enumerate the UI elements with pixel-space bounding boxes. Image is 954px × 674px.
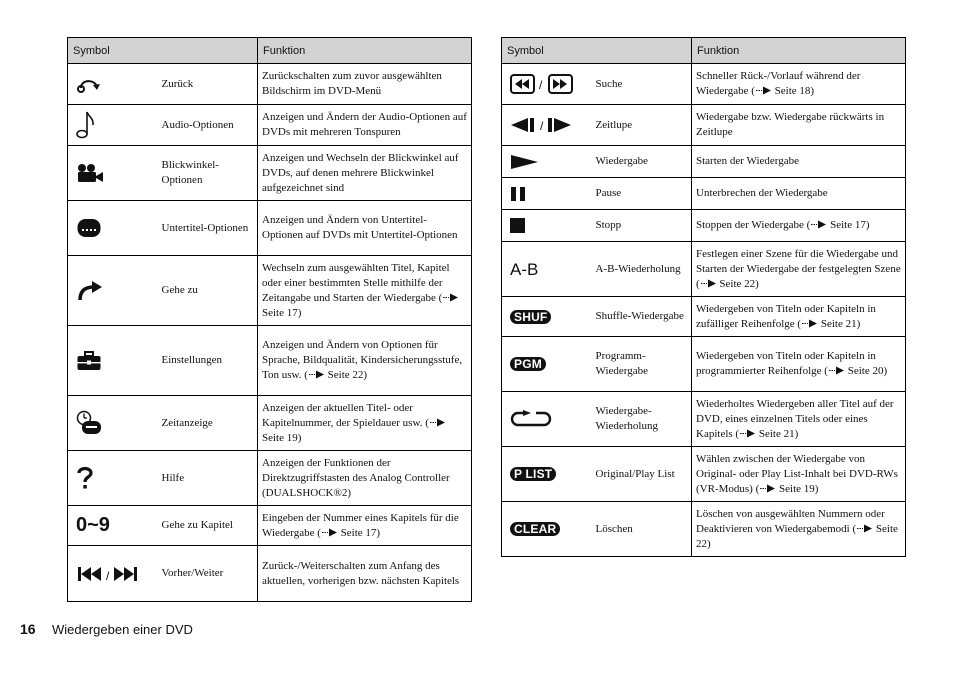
svg-text:/: / xyxy=(540,119,544,133)
table-row xyxy=(502,337,906,392)
symbol-cell xyxy=(68,64,160,105)
symbol-text: P LIST xyxy=(510,467,556,481)
return-icon xyxy=(68,74,160,94)
symbol-cell xyxy=(502,178,594,210)
page-reference: Seite 22) xyxy=(719,277,759,290)
page-reference: Seite 22) xyxy=(696,522,898,550)
symbol-cell xyxy=(502,105,594,146)
page-reference: Seite 20) xyxy=(847,365,888,377)
description-text: Zurück-/Weiterschalten zum Anfang des aktuellen, vorherigen bzw. nächsten Kapitels xyxy=(262,559,460,587)
description-text: Anzeigen der aktuellen Titel- oder Kapitelnummer, der Spieldauer usw. xyxy=(262,401,423,429)
symbol-cell xyxy=(68,326,160,396)
table-row xyxy=(502,210,906,242)
symbol-name: Löschen xyxy=(594,502,692,557)
symbol-cell xyxy=(502,337,594,392)
table-row xyxy=(68,546,472,602)
slow-motion-icon xyxy=(502,116,594,134)
table-row xyxy=(68,146,472,201)
camera-icon xyxy=(68,163,160,183)
description-text: Löschen von ausgewählten Nummern oder Deaktivieren von Wiedergabemodi xyxy=(696,507,885,535)
symbol-name: Zurück xyxy=(160,64,258,105)
zero-nine-icon xyxy=(68,514,160,536)
symbol-name: Original/Play List xyxy=(594,447,692,502)
function-description: Anzeigen der aktuellen Titel- oder Kapitelnummer, der Spieldauer usw. ( Seite 19) xyxy=(258,396,472,451)
description-text: Wiedergeben von Titeln oder Kapiteln in programmierter Reihenfolge xyxy=(696,350,876,377)
table-header xyxy=(502,38,906,64)
symbol-name: Gehe zu Kapitel xyxy=(160,506,258,546)
search-rewind-forward-icon xyxy=(502,74,594,94)
function-description: Festlegen einer Szene für die Wiedergabe und Starten der Wiedergabe der festgelegten Szene ( Seite 22) xyxy=(692,242,906,297)
symbol-name: Stopp xyxy=(594,210,692,242)
table-row xyxy=(502,502,906,557)
symbol-name: Pause xyxy=(594,178,692,210)
function-description: Wiedergeben von Titeln oder Kapiteln in zufälliger Reihenfolge ( Seite 21) xyxy=(692,297,906,337)
symbol-name: Zeitlupe xyxy=(594,105,692,146)
symbol-cell xyxy=(68,201,160,256)
page-reference-arrow-icon xyxy=(442,292,459,304)
table-row xyxy=(68,451,472,506)
function-description: Anzeigen und Ändern von Optionen für Sprache, Bildqualität, Kindersicherungsstufe, Ton usw. ( Seite 22) xyxy=(258,326,472,396)
function-description: Löschen von ausgewählten Nummern oder Deaktivieren von Wiedergabemodi ( Seite 22) xyxy=(692,502,906,557)
page-reference-arrow-icon xyxy=(755,85,772,97)
header-symbol: Symbol xyxy=(68,38,258,64)
clock-display-icon xyxy=(68,410,160,436)
table-row xyxy=(68,105,472,146)
table-row xyxy=(502,146,906,178)
function-description: Stoppen der Wiedergabe ( Seite 17) xyxy=(692,210,906,242)
symbol-name: Wiedergabe-Wiederholung xyxy=(594,392,692,447)
description-text: Anzeigen und Ändern von Untertitel-Optionen auf DVDs mit Untertitel-Optionen xyxy=(262,214,458,241)
symbol-name: Programm-Wiedergabe xyxy=(594,337,692,392)
header-function: Funktion xyxy=(258,38,472,64)
symbol-name: Untertitel-Optionen xyxy=(160,201,258,256)
page-reference-arrow-icon xyxy=(828,365,845,377)
description-text: Wiedergabe bzw. Wiedergabe rückwärts in Zeitlupe xyxy=(696,111,885,138)
clear-icon xyxy=(502,522,594,536)
function-description: Wiedergeben von Titeln oder Kapiteln in programmierter Reihenfolge ( Seite 20) xyxy=(692,337,906,392)
page-reference-arrow-icon xyxy=(856,523,873,535)
page-reference: Seite 19) xyxy=(779,482,819,495)
symbol-name: Audio-Optionen xyxy=(160,105,258,146)
page-reference: Seite 17) xyxy=(340,526,381,539)
description-text: Wiedergeben von Titeln oder Kapiteln in zufälliger Reihenfolge xyxy=(696,302,876,330)
symbol-cell xyxy=(502,146,594,178)
subtitle-icon xyxy=(68,217,160,239)
function-description xyxy=(258,105,472,146)
symbol-cell xyxy=(68,256,160,326)
pause-icon xyxy=(502,187,594,201)
description-text: Stoppen der Wiedergabe xyxy=(696,219,804,231)
svg-text:/: / xyxy=(106,568,110,583)
goto-arrow-icon xyxy=(68,280,160,302)
page-reference-arrow-icon xyxy=(321,527,338,539)
prev-next-icon xyxy=(68,565,160,583)
symbol-text: SHUF xyxy=(510,310,551,324)
program-icon xyxy=(502,357,594,371)
symbol-table-right xyxy=(501,37,906,557)
description-text: Starten der Wiedergabe xyxy=(696,155,799,167)
symbol-name: Gehe zu xyxy=(160,256,258,326)
description-text: Wählen zwischen der Wiedergabe von Original- oder Play List-Inhalt bei DVD-RWs (VR-Modus) xyxy=(696,452,898,495)
function-description xyxy=(258,201,472,256)
function-description: Wechseln zum ausgewählten Titel, Kapitel oder einer bestimmten Stelle mithilfe der Zeitangabe und Starten der Wiedergabe ( Seite 17) xyxy=(258,256,472,326)
symbol-table-left xyxy=(67,37,472,602)
question-icon xyxy=(68,465,160,491)
table-row xyxy=(502,105,906,146)
page-reference-arrow-icon xyxy=(308,369,325,381)
footer-title: Wiedergeben einer DVD xyxy=(52,622,193,637)
table-row xyxy=(68,201,472,256)
page-reference: Seite 17) xyxy=(262,306,302,319)
symbol-cell xyxy=(502,64,594,105)
symbol-cell xyxy=(68,105,160,146)
symbol-name: A-B-Wiederholung xyxy=(594,242,692,297)
description-text: Anzeigen und Ändern der Audio-Optionen auf DVDs mit mehreren Tonspuren xyxy=(262,111,467,138)
page-reference: Seite 21) xyxy=(820,317,861,330)
description-text: Schneller Rück-/Vorlauf während der Wiedergabe xyxy=(696,70,861,97)
music-note-icon xyxy=(68,110,160,140)
shuffle-icon xyxy=(502,310,594,324)
symbol-cell xyxy=(68,146,160,201)
symbol-cell xyxy=(502,297,594,337)
page-reference-arrow-icon xyxy=(810,219,827,231)
repeat-icon xyxy=(502,409,594,429)
table-row xyxy=(502,447,906,502)
symbol-text: PGM xyxy=(510,357,546,371)
table-row xyxy=(502,392,906,447)
function-description xyxy=(692,146,906,178)
table-header xyxy=(68,38,472,64)
table-row xyxy=(502,178,906,210)
page-reference: Seite 17) xyxy=(830,219,870,231)
symbol-name: Hilfe xyxy=(160,451,258,506)
page-reference: Seite 19) xyxy=(262,431,302,444)
table-row xyxy=(68,506,472,546)
function-description xyxy=(692,105,906,146)
page-reference: Seite 18) xyxy=(774,85,815,97)
symbol-text: 0~9 xyxy=(76,514,110,536)
page-reference: Seite 22) xyxy=(327,369,368,381)
play-icon xyxy=(502,154,594,170)
description-text: Eingeben der Nummer eines Kapitels für die Wiedergabe xyxy=(262,511,459,539)
svg-text:/: / xyxy=(539,78,543,92)
function-description: Wählen zwischen der Wiedergabe von Original- oder Play List-Inhalt bei DVD-RWs (VR-Modus) ( Seite 19) xyxy=(692,447,906,502)
description-text: Wiederholtes Wiedergeben aller Titel auf der DVD, eines einzelnen Titels oder eines Kapitels xyxy=(696,397,894,440)
function-description xyxy=(258,451,472,506)
table-row xyxy=(502,297,906,337)
symbol-name: Suche xyxy=(594,64,692,105)
description-text: Wechseln zum ausgewählten Titel, Kapitel oder einer bestimmten Stelle mithilfe der Zeitangabe und Starten der Wiedergabe xyxy=(262,261,450,304)
page-reference-arrow-icon xyxy=(801,318,818,330)
symbol-name: Blickwinkel-Optionen xyxy=(160,146,258,201)
function-description xyxy=(258,64,472,105)
description-text: Anzeigen der Funktionen der Direktzugriffstasten des Analog Controller (DUALSHOCK®2) xyxy=(262,456,450,499)
toolbox-icon xyxy=(68,350,160,372)
page-reference-arrow-icon xyxy=(739,428,756,440)
description-text: Festlegen einer Szene für die Wiedergabe und Starten der Wiedergabe der festgelegten Szene xyxy=(696,247,901,275)
header-function: Funktion xyxy=(692,38,906,64)
symbol-text: CLEAR xyxy=(510,522,560,536)
symbol-cell xyxy=(502,392,594,447)
symbol-name: Einstellungen xyxy=(160,326,258,396)
page-reference-arrow-icon xyxy=(700,278,717,290)
function-description xyxy=(258,146,472,201)
symbol-name: Wiedergabe xyxy=(594,146,692,178)
play-list-icon xyxy=(502,467,594,481)
symbol-cell xyxy=(502,242,594,297)
table-row xyxy=(68,326,472,396)
symbol-cell xyxy=(502,447,594,502)
table-row xyxy=(68,64,472,105)
table-row xyxy=(68,396,472,451)
table-row xyxy=(502,242,906,297)
symbol-name: Shuffle-Wiedergabe xyxy=(594,297,692,337)
description-text: Zurückschalten zum zuvor ausgewählten Bildschirm im DVD-Menü xyxy=(262,70,442,97)
table-row xyxy=(502,64,906,105)
function-description xyxy=(692,178,906,210)
symbol-cell xyxy=(68,506,160,546)
symbol-cell xyxy=(68,396,160,451)
symbol-cell xyxy=(68,451,160,506)
symbol-name: Vorher/Weiter xyxy=(160,546,258,602)
stop-icon xyxy=(502,218,594,233)
description-text: Anzeigen und Ändern von Optionen für Sprache, Bildqualität, Kindersicherungsstufe, Ton usw. xyxy=(262,339,463,381)
function-description xyxy=(258,546,472,602)
ab-repeat-icon xyxy=(502,259,594,279)
page-reference: Seite 21) xyxy=(758,427,799,440)
symbol-text: A-B xyxy=(510,259,539,279)
symbol-cell xyxy=(502,502,594,557)
symbol-cell xyxy=(68,546,160,602)
function-description: Eingeben der Nummer eines Kapitels für die Wiedergabe ( Seite 17) xyxy=(258,506,472,546)
symbol-name: Zeitanzeige xyxy=(160,396,258,451)
header-symbol: Symbol xyxy=(502,38,692,64)
function-description: Schneller Rück-/Vorlauf während der Wiedergabe ( Seite 18) xyxy=(692,64,906,105)
page-number: 16 xyxy=(20,621,36,637)
table-row xyxy=(68,256,472,326)
description-text: Anzeigen und Wechseln der Blickwinkel auf DVDs, auf denen mehrere Blickwinkel aufgezeichnet sind xyxy=(262,151,459,194)
page-reference-arrow-icon xyxy=(429,417,446,429)
description-text: Unterbrechen der Wiedergabe xyxy=(696,187,828,199)
page-reference-arrow-icon xyxy=(759,483,776,495)
symbol-cell xyxy=(502,210,594,242)
function-description: Wiederholtes Wiedergeben aller Titel auf der DVD, eines einzelnen Titels oder eines Kapitels ( Seite 21) xyxy=(692,392,906,447)
